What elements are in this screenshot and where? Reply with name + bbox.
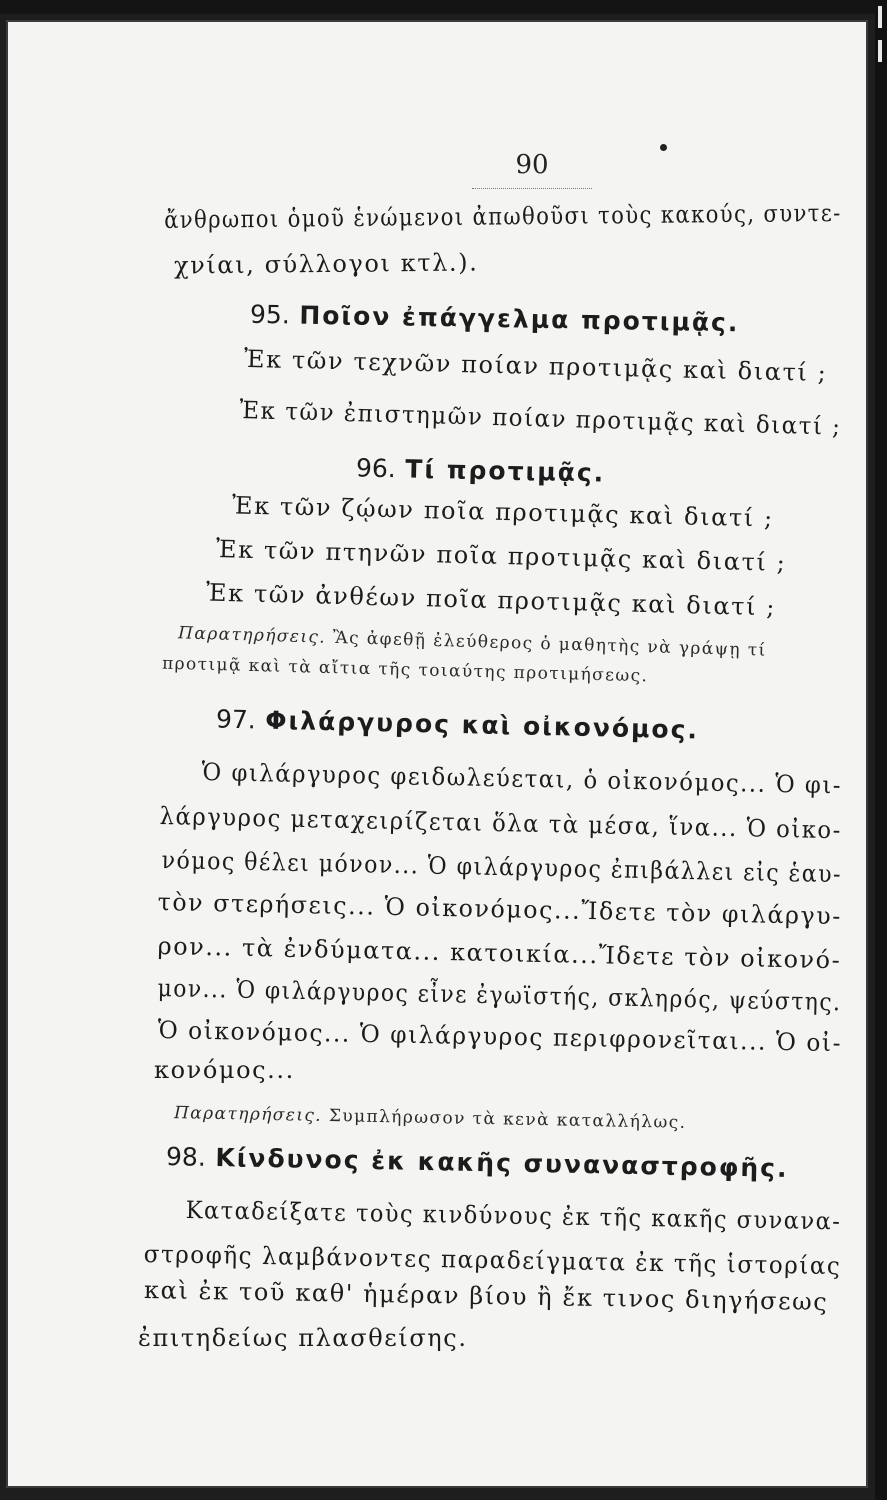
section-number: 98. bbox=[165, 1142, 207, 1172]
section-number: 96. bbox=[355, 453, 397, 484]
note-line bbox=[178, 623, 767, 660]
note-label: Παρατηρήσεις. bbox=[177, 623, 327, 648]
section-title: Φιλάργυρος καὶ οἰκονόμος. bbox=[265, 705, 700, 745]
text-line: κονόμος... bbox=[154, 1056, 295, 1084]
note-line: προτιμᾷ καὶ τὰ αἴτια τῆς τοιαύτης προτιμήσεως. bbox=[161, 653, 649, 687]
section-number: 95. bbox=[249, 299, 291, 330]
text-line: Ἐκ τῶν ἀνθέων ποῖα προτιμᾷς καὶ διατί ; bbox=[205, 578, 777, 622]
text-line: καὶ ἐκ τοῦ καθ' ἡμέραν βίου ἢ ἔκ τινος διηγήσεως bbox=[143, 1276, 829, 1316]
text-line: Ὁ φιλάργυρος φειδωλεύεται, ὁ οἰκονόμος... Ὁ φι- bbox=[201, 758, 843, 800]
section-heading-96 bbox=[356, 453, 606, 487]
text-line: ρον... τὰ ἐνδύματα... κατοικία...Ἴδετε τὸν οἰκονό- bbox=[157, 932, 842, 975]
page-number: 90 bbox=[515, 150, 549, 180]
scan-top-border bbox=[0, 0, 887, 14]
book-page bbox=[6, 20, 868, 1488]
text-line: ἄνθρωποι ὁμοῦ ἑνώμενοι ἀπωθοῦσι τοὺς κακούς, συντε- bbox=[164, 198, 842, 234]
note-line bbox=[174, 1103, 687, 1133]
text-line: Ἐκ τῶν τεχνῶν ποίαν προτιμᾷς καὶ διατί ; bbox=[243, 344, 828, 388]
text-line: Ἐκ τῶν ζῴων ποῖα προτιμᾷς καὶ διατί ; bbox=[231, 491, 775, 533]
text-line: στροφῆς λαμβάνοντες παραδείγματα ἐκ τῆς ἱστορίας bbox=[143, 1240, 842, 1281]
text-line: Καταδείξατε τοὺς κινδύνους ἐκ τῆς κακῆς συνανα- bbox=[185, 1196, 842, 1236]
text-line: Ὁ οἰκονόμος... Ὁ φιλάργυρος περιφρονεῖται... Ὁ οἰ- bbox=[157, 1016, 843, 1058]
text-line: νόμος θέλει μόνον... Ὁ φιλάργυρος ἐπιβάλλει εἰς ἑαυ- bbox=[161, 846, 843, 889]
section-title: Τί προτιμᾷς. bbox=[405, 454, 606, 488]
section-number: 97. bbox=[215, 704, 257, 735]
page-number-rule bbox=[472, 188, 592, 189]
text-line: ἐπιτηδείως πλασθείσης. bbox=[138, 1324, 468, 1352]
edge-mark bbox=[878, 6, 882, 28]
note-label: Παρατηρήσεις. bbox=[173, 1103, 323, 1126]
section-heading-98 bbox=[166, 1142, 789, 1183]
note-text: Συμπλήρωσον τὰ κενὰ καταλλήλως. bbox=[328, 1106, 687, 1133]
text-line: λάργυρος μεταχειρίζεται ὅλα τὰ μέσα, ἵνα... Ὁ οἰκο- bbox=[159, 802, 843, 845]
scan-right-edge bbox=[875, 0, 887, 1500]
note-text: Ἂς ἀφεθῇ ἐλεύθερος ὁ μαθητὴς νὰ γράψῃ τί bbox=[332, 627, 767, 661]
text-line: μον... Ὁ φιλάργυρος εἶνε ἐγωϊστής, σκληρός, ψεύστης. bbox=[157, 974, 842, 1017]
text-line: Ἐκ τῶν ἐπιστημῶν ποίαν προτιμᾷς καὶ διατί ; bbox=[239, 396, 842, 441]
text-line: τὸν στερήσεις... Ὁ οἰκονόμος...Ἴδετε τὸν φιλάργυ- bbox=[157, 888, 843, 931]
text-line: χνίαι, σύλλογοι κτλ.). bbox=[173, 248, 479, 280]
section-heading-95 bbox=[250, 300, 740, 338]
section-title: Κίνδυνος ἐκ κακῆς συναναστροφῆς. bbox=[215, 1142, 789, 1183]
section-heading-97 bbox=[216, 705, 700, 745]
edge-mark bbox=[878, 40, 882, 62]
ink-dot bbox=[660, 144, 667, 151]
section-title: Ποῖον ἐπάγγελμα προτιμᾷς. bbox=[299, 300, 740, 338]
text-line: Ἐκ τῶν πτηνῶν ποῖα προτιμᾷς καὶ διατί ; bbox=[215, 535, 787, 577]
